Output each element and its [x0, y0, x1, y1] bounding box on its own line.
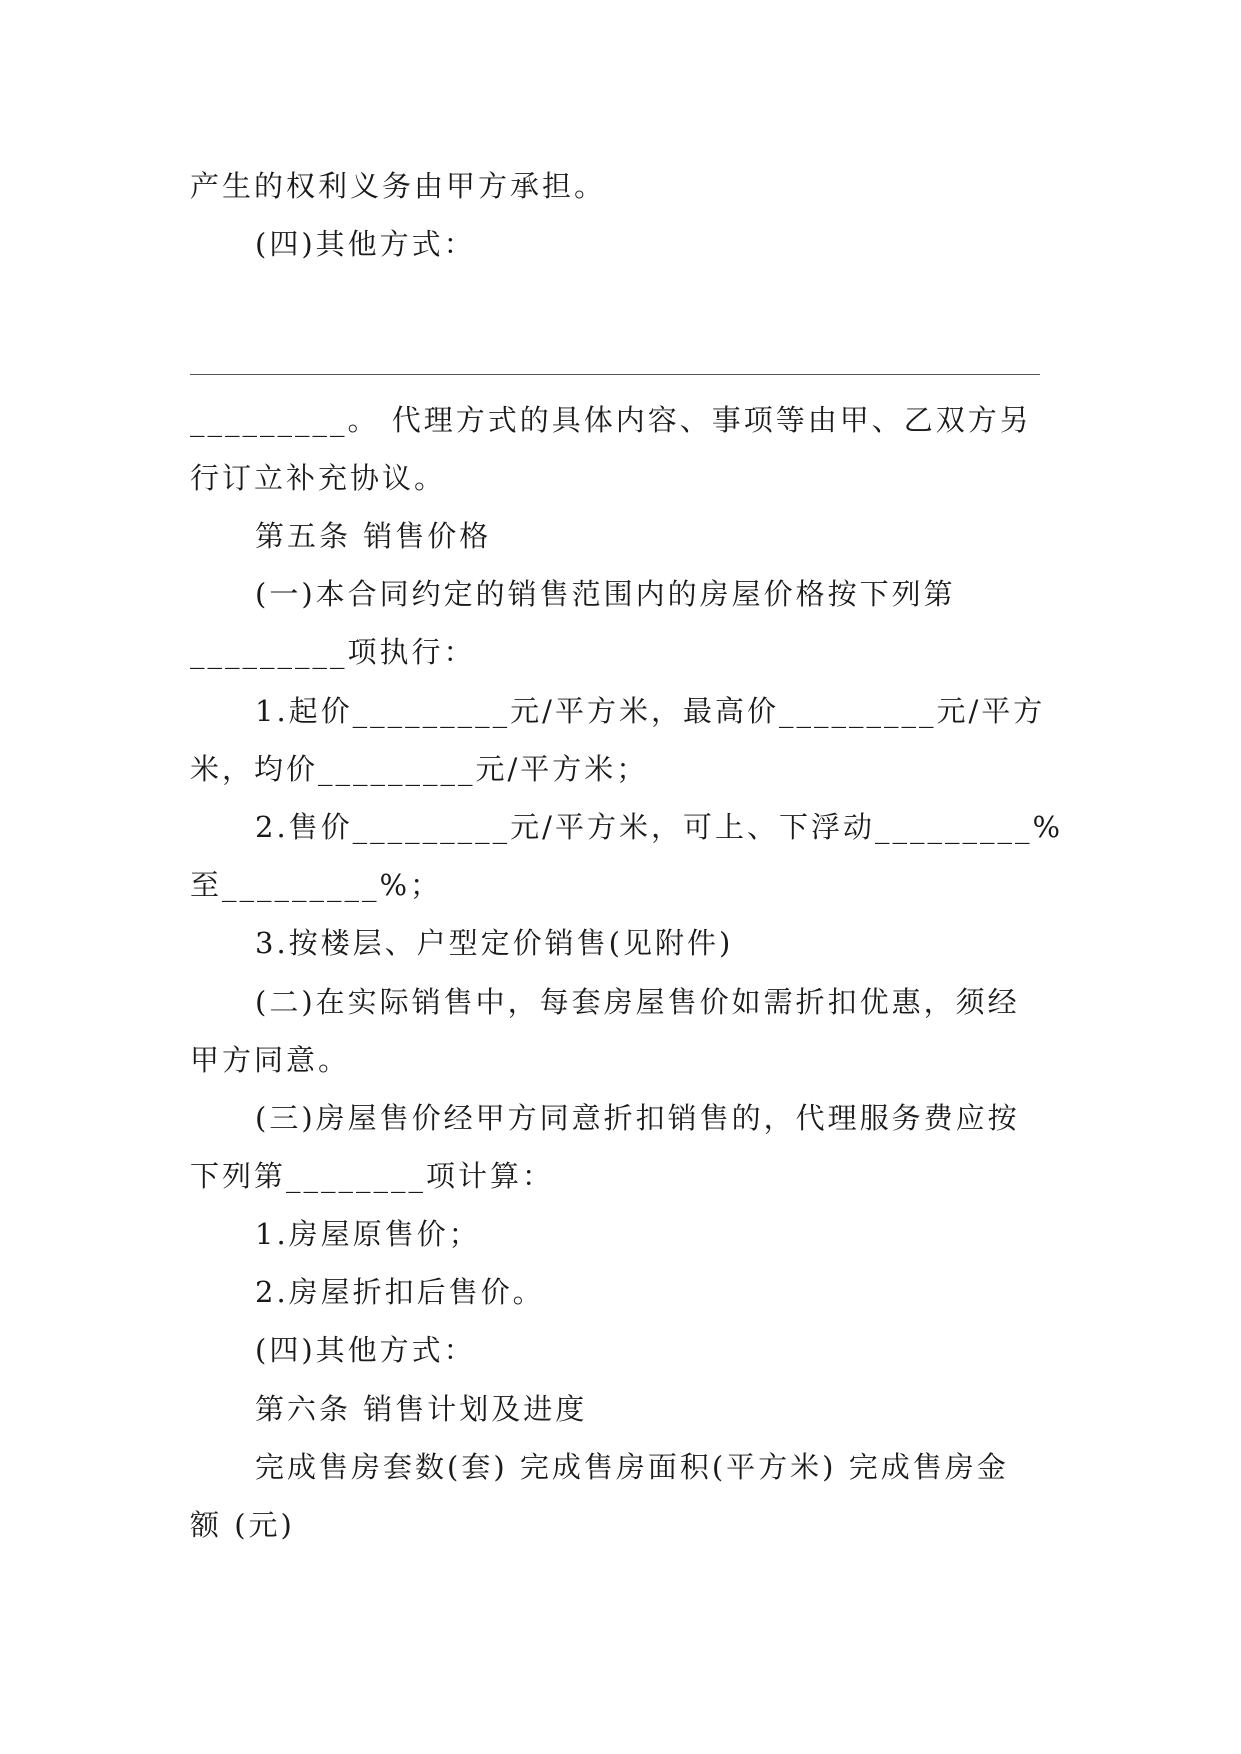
text-line: 2.房屋折扣后售价。	[255, 1275, 545, 1309]
text-line: (二)在实际销售中，每套房屋售价如需折扣优惠，须经	[255, 985, 1020, 1019]
text-line: 1.起价_________元/平方米，最高价_________元/平方	[255, 694, 1046, 728]
text-line: 2.售价_________元/平方米，可上、下浮动_________%	[255, 810, 1063, 844]
section-heading: 第五条 销售价格	[255, 519, 492, 553]
text-line: 至_________%；	[190, 868, 443, 902]
text-line: 下列第________项计算：	[190, 1159, 555, 1193]
text-line: 行订立补充协议。	[190, 461, 447, 495]
section-heading: 第六条 销售计划及进度	[255, 1392, 588, 1426]
blank-fill-rule	[190, 374, 1040, 375]
text-line: 额 (元)	[190, 1508, 295, 1542]
text-line: 米，均价_________元/平方米；	[190, 752, 649, 786]
text-line: 产生的权利义务由甲方承担。	[190, 169, 607, 203]
text-line: 甲方同意。	[190, 1043, 351, 1077]
text-line: (四)其他方式：	[255, 1333, 476, 1367]
text-line: (四)其他方式：	[255, 227, 476, 261]
text-line: (一)本合同约定的销售范围内的房屋价格按下列第	[255, 577, 956, 611]
text-line: _________项执行：	[190, 635, 476, 669]
text-line: 1.房屋原售价；	[255, 1217, 481, 1251]
text-line: 完成售房套数(套) 完成售房面积(平方米) 完成售房金	[255, 1450, 1009, 1484]
text-line: (三)房屋售价经甲方同意折扣销售的，代理服务费应按	[255, 1101, 1020, 1135]
text-line: 3.按楼层、户型定价销售(见附件)	[255, 926, 734, 960]
text-line: _________。 代理方式的具体内容、事项等由甲、乙双方另	[190, 403, 1032, 437]
